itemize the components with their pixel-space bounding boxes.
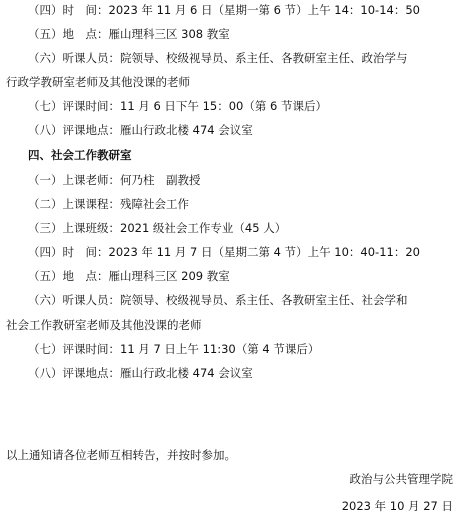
section3-time: （四）时 间：2023 年 11 月 6 日（星期一第 6 节）上午 14：10-14：50 [28,3,420,17]
closing-notice: 以上通知请各位老师互相转告，并按时参加。 [6,448,236,462]
section4-class: （三）上课班级：2021 级社会工作专业（45 人） [28,221,287,235]
section4-teacher: （一）上课老师：何乃柱 副教授 [28,173,201,187]
section3-review-place: （八）评课地点：雁山行政北楼 474 会议室 [28,123,253,137]
section3-attendees-line1: （六）听课人员：院领导、校级视导员、系主任、各教研室主任、政治学与 [28,51,408,65]
section3-place: （五）地 点：雁山理科三区 308 教室 [28,27,230,41]
section4-heading: 四、社会工作教研室 [28,148,132,162]
section4-attendees-line1: （六）听课人员：院领导、校级视导员、系主任、各教研室主任、社会学和 [28,293,408,307]
section4-place: （五）地 点：雁山理科三区 209 教室 [28,269,230,283]
section3-review-time: （七）评课时间：11 月 6 日下午 15：00（第 6 节课后） [28,99,327,113]
section4-attendees-line2: 社会工作教研室老师及其他没课的老师 [6,318,202,332]
section4-time: （四）时 间：2023 年 11 月 7 日（星期二第 4 节）上午 10：40-11：20 [28,245,420,259]
section4-course: （二）上课课程：残障社会工作 [28,197,189,211]
issuer-org: 政治与公共管理学院 [349,472,453,486]
issue-date: 2023 年 10 月 27 日 [341,499,453,513]
section4-review-time: （七）评课时间：11 月 7 日上午 11:30（第 4 节课后） [28,342,320,356]
section3-attendees-line2: 行政学教研室老师及其他没课的老师 [6,75,190,89]
section4-review-place: （八）评课地点：雁山行政北楼 474 会议室 [28,366,253,380]
